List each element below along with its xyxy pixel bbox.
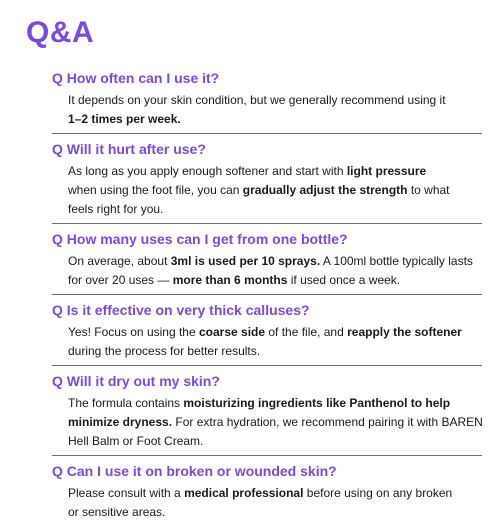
qa-answer-line	[68, 110, 458, 129]
qa-divider	[52, 455, 482, 456]
answer-text: or sensitive areas.	[68, 505, 166, 519]
qa-answer-line	[68, 91, 458, 110]
qa-question: Q Can I use it on broken or wounded skin?	[52, 463, 337, 479]
qa-question: Q Will it dry out my skin?	[52, 373, 220, 389]
answer-text: Yes! Focus on using the	[68, 325, 199, 339]
qa-answer	[68, 162, 458, 219]
answer-text-bold: medical professional	[184, 486, 304, 500]
answer-text-bold: 1–2 times per week.	[68, 112, 181, 126]
answer-text: A 100ml bottle typically lasts	[320, 254, 473, 268]
qa-divider	[52, 223, 482, 224]
qa-item	[52, 372, 482, 456]
answer-text: when using the foot file, you can	[68, 183, 243, 197]
answer-text-bold: more than 6 months	[172, 273, 288, 287]
answer-text: On average, about	[68, 254, 171, 268]
qa-item	[52, 462, 482, 522]
qa-answer-line	[68, 342, 458, 361]
qa-item	[52, 69, 482, 134]
qa-answer	[68, 91, 458, 129]
qa-answer-line	[68, 181, 458, 200]
qa-answer-line	[68, 252, 473, 271]
qa-question: Q Is it effective on very thick calluses?	[52, 302, 310, 318]
answer-text: during the process for better results.	[68, 344, 261, 358]
answer-text-bold: light pressure	[346, 164, 427, 178]
qa-answer-line	[68, 413, 483, 432]
qa-answer-line	[68, 200, 458, 219]
qa-answer-line	[68, 503, 458, 522]
qa-answer-line	[68, 484, 458, 503]
answer-text-bold: moisturizing ingredients like Panthenol to help	[183, 396, 451, 410]
qa-answer	[68, 484, 458, 522]
answer-text-bold: minimize dryness.	[68, 415, 173, 429]
answer-text: The formula contains	[68, 396, 184, 410]
answer-text: before using on any broken	[303, 486, 453, 500]
answer-text: Please consult with a	[68, 486, 185, 500]
qa-answer-line	[68, 394, 458, 413]
answer-text: if used once a week.	[287, 273, 401, 287]
qa-answer-line	[68, 162, 458, 181]
qa-answer-line	[68, 432, 458, 451]
page-title: Q&A	[26, 16, 95, 49]
qa-item	[52, 140, 482, 224]
answer-text: Hell Balm or Foot Cream.	[68, 434, 204, 448]
qa-answer-line	[68, 323, 462, 342]
qa-item	[52, 230, 482, 295]
qa-divider	[52, 133, 482, 134]
answer-text: As long as you apply enough softener and start with	[68, 164, 347, 178]
answer-text-bold: coarse side	[198, 325, 266, 339]
answer-text: of the file, and	[265, 325, 348, 339]
qa-divider	[52, 365, 482, 366]
qa-answer	[68, 323, 462, 361]
qa-question: Q Will it hurt after use?	[52, 141, 206, 157]
answer-text: For extra hydration, we recommend pairing it with BAREN	[172, 415, 483, 429]
answer-text-bold: gradually adjust the strength	[242, 183, 408, 197]
answer-text: for over 20 uses —	[68, 273, 173, 287]
qa-question: Q How often can I use it?	[52, 70, 220, 86]
answer-text: to what	[407, 183, 450, 197]
qa-list	[52, 69, 482, 522]
answer-text: feels right for you.	[68, 202, 164, 216]
qa-divider	[52, 294, 482, 295]
qa-question: Q How many uses can I get from one bottle?	[52, 231, 348, 247]
answer-text-bold: 3ml is used per 10 sprays.	[170, 254, 321, 268]
qa-answer-line	[68, 271, 458, 290]
qa-answer	[68, 394, 483, 451]
qa-item	[52, 301, 482, 366]
answer-text-bold: reapply the softener	[347, 325, 462, 339]
qa-answer	[68, 252, 473, 290]
answer-text: It depends on your skin condition, but we generally recommend using it	[68, 93, 446, 107]
